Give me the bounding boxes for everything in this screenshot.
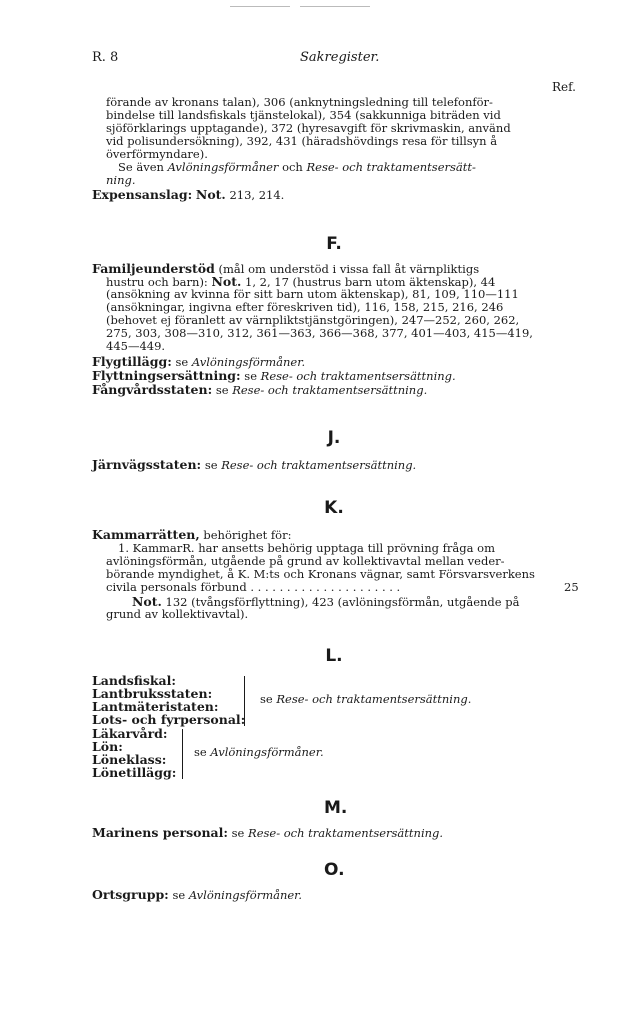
index-entry-kammarratten xyxy=(92,528,291,542)
text-line: sjöförklarings upptagande), 372 (hyresavgift för skrivmaskin, använd xyxy=(106,121,511,135)
see-also-prefix: Se även xyxy=(118,160,164,174)
not-label: Not. xyxy=(195,187,226,202)
cross-reference: Rese- och traktamentsersättning. xyxy=(221,458,417,472)
index-entry-marinens-personal xyxy=(92,826,443,840)
text-span: 132 (tvångsförflyttning), 423 (avlöningsförmån, utgående på xyxy=(165,595,520,609)
index-entry-expensanslag xyxy=(92,188,284,202)
section-letter-m: M. xyxy=(324,798,348,818)
index-entry-ortsgrupp xyxy=(92,888,302,902)
cross-reference: Avlöningsförmåner. xyxy=(188,888,303,902)
index-term: Lönetillägg: xyxy=(92,765,177,780)
index-term: Fångvårdsstaten: xyxy=(92,382,213,397)
see-word: se xyxy=(194,745,207,759)
brace-icon xyxy=(182,729,183,779)
group-cross-reference xyxy=(194,746,324,759)
text-line: börande myndighet, å K. M:ts och Kronans vägnar, samt Försvarsverkens xyxy=(106,567,535,581)
section-letter-j: J. xyxy=(327,428,341,448)
index-entry-flyttningsersattning xyxy=(92,369,456,383)
see-word: se xyxy=(231,826,245,840)
index-term: Läkarvård: xyxy=(92,726,168,741)
see-word: se xyxy=(175,355,189,369)
index-term: Familjeunderstöd xyxy=(92,261,215,276)
index-term: Lön: xyxy=(92,739,123,754)
cross-reference: Avlöningsförmåner. xyxy=(191,355,306,369)
see-also-ref: Avlöningsförmåner xyxy=(167,160,279,174)
text-line: (behovet ej föranlett av värnpliktstjänstgöringen), 247—252, 260, 262, xyxy=(106,313,520,327)
see-word: se xyxy=(215,383,229,397)
text-span: hustru och barn): xyxy=(106,275,208,289)
index-term: Flygtillägg: xyxy=(92,354,172,369)
section-letter-k: K. xyxy=(324,498,344,518)
text-line: 1. KammarR. har ansetts behörig upptaga till prövning fråga om xyxy=(118,541,495,555)
index-term: Lantbruksstaten: xyxy=(92,686,213,701)
text-line: 445—449. xyxy=(106,339,166,353)
text-line: grund av kollektivavtal). xyxy=(106,607,249,621)
index-entry-familjeunderstod xyxy=(92,262,479,276)
text-span: behörighet för: xyxy=(203,528,292,542)
section-letter-f: F. xyxy=(326,234,342,254)
ref-number: 25 xyxy=(564,580,579,594)
text-line: avlöningsförmån, utgående på grund av kollektivavtal mellan veder- xyxy=(106,554,505,568)
index-term: Landsfiskal: xyxy=(92,673,177,688)
text-line: (ansökningar, ingivna efter föreskriven tid), 116, 158, 215, 216, 246 xyxy=(106,300,504,314)
brace-icon xyxy=(244,676,245,726)
index-entry-jarnvagsstaten xyxy=(92,458,416,472)
cross-reference: Rese- och traktamentsersättning. xyxy=(276,692,472,706)
not-label: Not. xyxy=(132,594,162,609)
cross-reference: Rese- och traktamentsersättning. xyxy=(232,383,428,397)
section-letter-o: O. xyxy=(324,860,345,880)
see-word: se xyxy=(260,692,273,706)
text-span: 1, 2, 17 (hustrus barn utom äktenskap), 44 xyxy=(245,275,496,289)
cross-reference: Rese- och traktamentsersättning. xyxy=(248,826,444,840)
text-line: överförmyndare). xyxy=(106,147,208,161)
section-letter-l: L. xyxy=(325,646,343,666)
index-term: Lots- och fyrpersonal: xyxy=(92,712,246,727)
index-term: Löneklass: xyxy=(92,752,167,767)
scan-artifact xyxy=(230,6,290,7)
see-also-line xyxy=(118,161,476,174)
text-line: förande av kronans talan), 306 (anknytningsledning till telefonför- xyxy=(106,95,493,109)
text-line: bindelse till landsfiskals tjänstelokal), 354 (sakkunniga biträden vid xyxy=(106,108,501,122)
index-entry-fangvardsstaten xyxy=(92,383,427,397)
index-term: Flyttningsersättning: xyxy=(92,368,241,383)
page-title: Sakregister. xyxy=(300,50,380,65)
see-word: se xyxy=(244,369,258,383)
index-entry-flygtillagg xyxy=(92,355,305,369)
index-term: Kammarrätten, xyxy=(92,527,200,542)
text-line: 275, 303, 308—310, 312, 361—363, 366—368, 377, 401—403, 415—419, xyxy=(106,326,533,340)
index-term: Expensanslag: xyxy=(92,187,193,202)
see-also-ref-cont: ning. xyxy=(106,173,136,187)
see-word: se xyxy=(172,888,186,902)
index-refs: 213, 214. xyxy=(229,188,285,202)
see-also-ref: Rese- och traktamentsersätt- xyxy=(306,160,476,174)
see-also-and: och xyxy=(282,160,303,174)
cross-reference: Avlöningsförmåner. xyxy=(210,745,324,759)
text-line: vid polisundersökning), 392, 431 (häradshövdings resa för tillsyn å xyxy=(106,134,498,148)
text-line: (ansökning av kvinna för sitt barn utom äktenskap), 81, 109, 110—111 xyxy=(106,287,519,301)
see-word: se xyxy=(204,458,218,472)
not-label: Not. xyxy=(211,274,242,289)
group-cross-reference xyxy=(260,693,471,706)
scan-artifact xyxy=(300,6,370,7)
text-line: civila personals förbund . . . . . . . . . . . . . . . . . . . . . xyxy=(106,580,401,594)
index-term: Marinens personal: xyxy=(92,825,228,840)
page-number: R. 8 xyxy=(92,50,119,65)
index-term: Järnvägsstaten: xyxy=(92,457,202,472)
index-term: Lantmäteristaten: xyxy=(92,699,219,714)
ref-column-label: Ref. xyxy=(552,80,576,94)
index-term: Ortsgrupp: xyxy=(92,887,169,902)
cross-reference: Rese- och traktamentsersättning. xyxy=(260,369,456,383)
text-span: (mål om understöd i vissa fall åt värnpliktigs xyxy=(218,262,480,276)
